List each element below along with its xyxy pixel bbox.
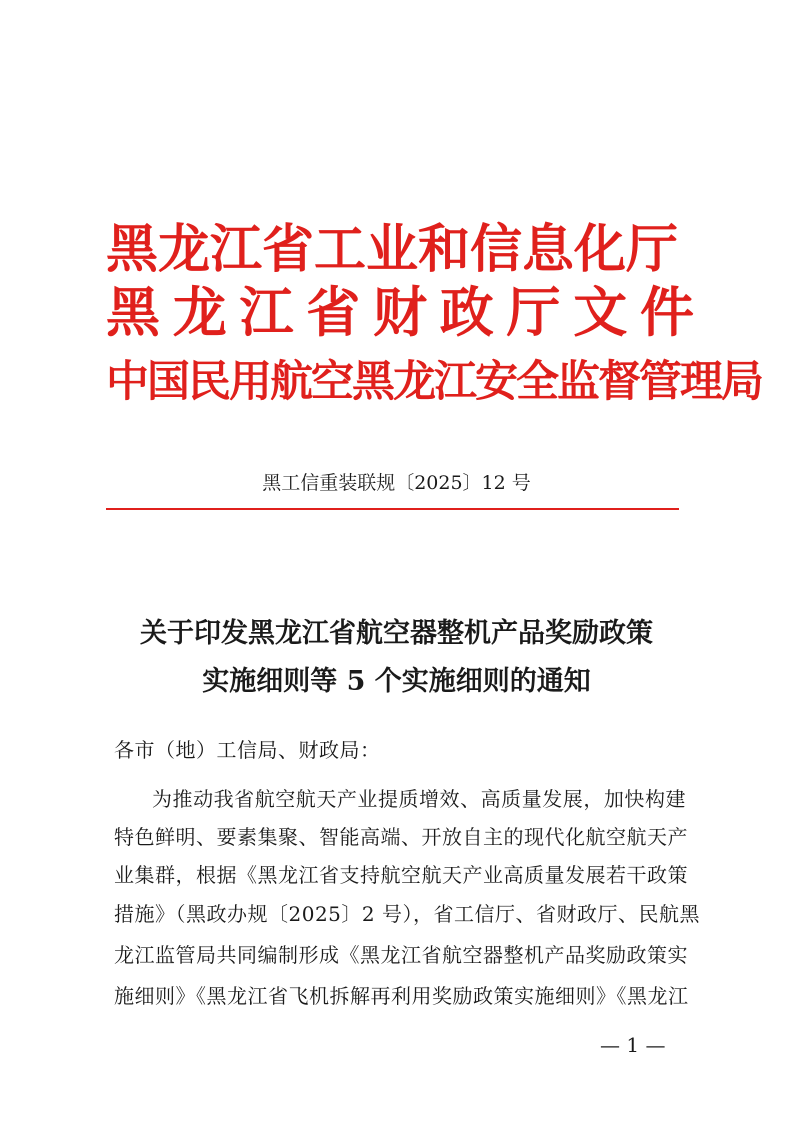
title-line-2: 实施细则等 5 个实施细则的通知 [202,666,591,697]
body-line: 措施》（黑政办规〔2025〕2 号），省工信厅、省财政厅、民航黑 [114,902,700,926]
issuer-line-3: 中国民用航空黑龙江安全监督管理局 [106,357,762,407]
issuer-line-2: 黑龙江省财政厅文件 [106,281,694,344]
title-line-1: 关于印发黑龙江省航空器整机产品奖励政策 [140,618,653,649]
salutation: 各市（地）工信局、财政局： [114,738,381,762]
document-number: 黑工信重装联规〔2025〕12 号 [262,472,531,494]
issuer-line-1: 黑龙江省工业和信息化厅 [106,220,679,280]
body-line: 特色鲜明、要素集聚、智能高端、开放自主的现代化航空航天产 [114,825,688,849]
body-line: 施细则》《黑龙江省飞机拆解再利用奖励政策实施细则》《黑龙江 [114,984,689,1008]
body-line: 为推动我省航空航天产业提质增效、高质量发展，加快构建 [152,787,686,811]
page-number: — 1 — [600,1033,666,1057]
body-line: 龙江监管局共同编制形成《黑龙江省航空器整机产品奖励政策实 [114,943,688,967]
body-line: 业集群，根据《黑龙江省支持航空航天产业高质量发展若干政策 [114,863,688,887]
red-divider-line [106,508,679,510]
